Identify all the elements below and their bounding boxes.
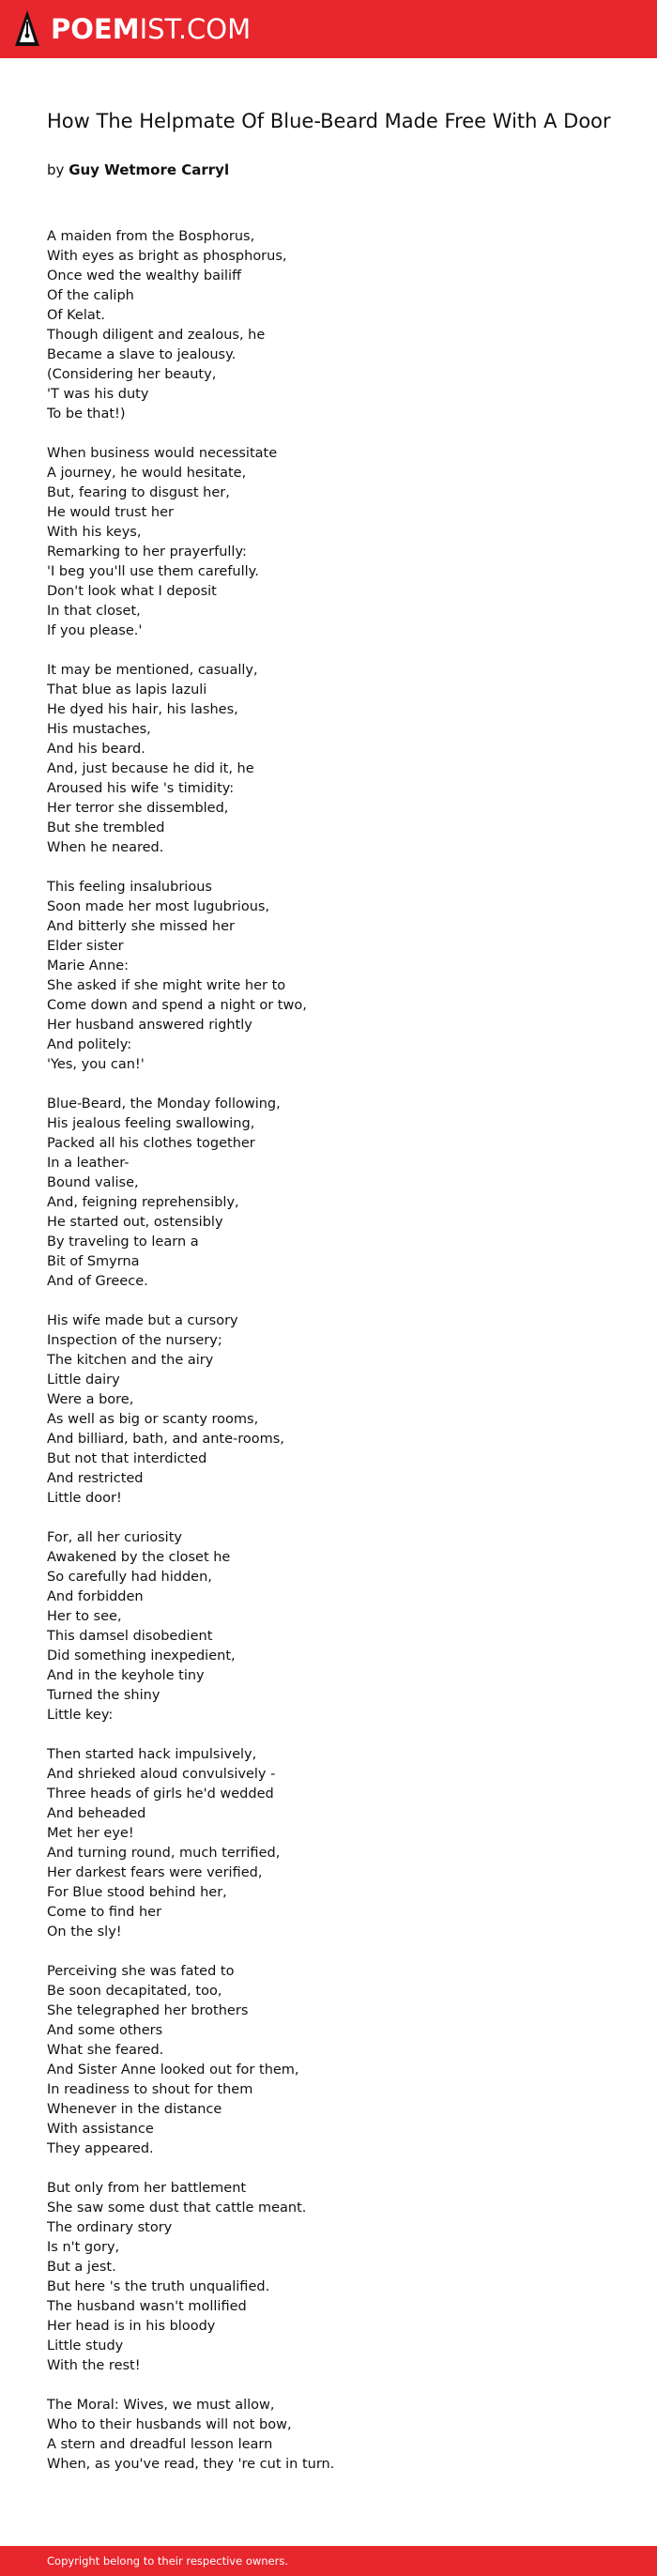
poem-line: His wife made but a cursory <box>47 1313 238 1328</box>
site-header <box>0 0 657 58</box>
poem-line: Her head is in his bloody <box>47 2319 216 2334</box>
poem-line: This damsel disobedient <box>47 1629 213 1644</box>
poem-line: For Blue stood behind her, <box>47 1885 227 1900</box>
poem-line: Of the caliph <box>47 288 134 303</box>
brand-name-light: IST.COM <box>139 13 252 45</box>
poem-line: Marie Anne: <box>47 958 130 974</box>
poem-line: Her darkest fears were verified, <box>47 1865 263 1880</box>
poem-line: By traveling to learn a <box>47 1234 199 1250</box>
poem-line: 'I beg you'll use them carefully. <box>47 564 259 579</box>
poem-line: And, just because he did it, he <box>47 761 254 776</box>
poem-line: She saw some dust that cattle meant. <box>47 2200 307 2216</box>
poem-body <box>47 227 610 2494</box>
site-footer <box>0 2546 657 2576</box>
site-logo[interactable] <box>13 8 251 50</box>
poem-line: In readiness to shout for them <box>47 2082 253 2097</box>
byline <box>47 161 229 179</box>
poem-line: Don't look what I deposit <box>47 584 217 599</box>
poem-line: And turning round, much terrified, <box>47 1846 281 1861</box>
stanza <box>47 1745 610 1942</box>
poem-line: In a leather- <box>47 1156 130 1171</box>
stanza <box>47 1962 610 2159</box>
poem-line: His jealous feeling swallowing, <box>47 1116 255 1131</box>
poem-line: He started out, ostensibly <box>47 1215 223 1230</box>
poem-line: Come to find her <box>47 1905 162 1920</box>
poem-line: And politely: <box>47 1037 132 1052</box>
poem-line: For, all her curiosity <box>47 1530 182 1545</box>
poem-line: Little dairy <box>47 1372 120 1388</box>
poem-line: The ordinary story <box>47 2220 173 2235</box>
poem-line: When business would necessitate <box>47 446 278 461</box>
poem-line: And Sister Anne looked out for them, <box>47 2062 299 2078</box>
poem-line: And in the keyhole tiny <box>47 1668 205 1683</box>
poem-line: Come down and spend a night or two, <box>47 998 307 1013</box>
poem-line: On the sly! <box>47 1924 122 1940</box>
poem-line: Perceiving she was fated to <box>47 1964 235 1979</box>
brand-name <box>51 13 251 45</box>
poem-line: That blue as lapis lazuli <box>47 682 207 698</box>
poem-line: Blue-Beard, the Monday following, <box>47 1096 281 1112</box>
poem-line: So carefully had hidden, <box>47 1570 212 1585</box>
poem-line: Is n't gory, <box>47 2240 120 2255</box>
stanza <box>47 1528 610 1725</box>
poem-line: And restricted <box>47 1471 144 1486</box>
poem-line: With his keys, <box>47 525 142 540</box>
poem-line: Remarking to her prayerfully: <box>47 544 247 560</box>
poem-line: But not that interdicted <box>47 1451 207 1466</box>
poem-line: Who to their husbands will not bow, <box>47 2417 292 2432</box>
poem-line: And, feigning reprehensibly, <box>47 1195 239 1210</box>
poem-line: She asked if she might write her to <box>47 978 286 993</box>
poem-line: But only from her battlement <box>47 2181 247 2196</box>
stanza <box>47 2396 610 2475</box>
poem-line: Of Kelat. <box>47 308 106 323</box>
poem-line: Though diligent and zealous, he <box>47 328 266 343</box>
poem-line: Her husband answered rightly <box>47 1018 252 1033</box>
poem-line: The kitchen and the airy <box>47 1353 214 1368</box>
poem-line: Once wed the wealthy bailiff <box>47 268 242 284</box>
byline-prefix: by <box>47 161 65 178</box>
poem-line: Be soon decapitated, too, <box>47 1984 222 1999</box>
poem-line: (Considering her beauty, <box>47 367 217 382</box>
poem-line: Aroused his wife 's timidity: <box>47 781 235 796</box>
poem-line: A stern and dreadful lesson learn <box>47 2437 273 2452</box>
poem-line: 'T was his duty <box>47 387 149 402</box>
poem-line: She telegraphed her brothers <box>47 2003 249 2018</box>
stanza <box>47 878 610 1075</box>
poem-line: Did something inexpedient, <box>47 1648 236 1664</box>
poem-line: Bound valise, <box>47 1175 139 1190</box>
poem-line: With eyes as bright as phosphorus, <box>47 249 287 264</box>
pen-nib-icon <box>13 8 41 50</box>
poem-line: He dyed his hair, his lashes, <box>47 702 238 717</box>
poem-line: And billiard, bath, and ante-rooms, <box>47 1432 284 1447</box>
poem-line: And shrieked aloud convulsively - <box>47 1767 276 1782</box>
poem-line: What she feared. <box>47 2043 164 2058</box>
poem-line: Became a slave to jealousy. <box>47 347 237 362</box>
poem-line: He would trust her <box>47 505 174 520</box>
poem-line: And bitterly she missed her <box>47 919 235 934</box>
poem-line: But she trembled <box>47 820 165 836</box>
poem-line: But here 's the truth unqualified. <box>47 2279 270 2294</box>
poem-line: A maiden from the Bosphorus, <box>47 229 255 244</box>
stanza <box>47 661 610 858</box>
poem-line: Were a bore, <box>47 1392 134 1407</box>
poem-line: With the rest! <box>47 2358 141 2373</box>
poem-line: To be that!) <box>47 406 126 422</box>
stanza <box>47 444 610 641</box>
poem-line: In that closet, <box>47 604 141 619</box>
poem-line: Her to see, <box>47 1609 122 1624</box>
poem-line: With assistance <box>47 2122 154 2137</box>
poem-line: The husband wasn't mollified <box>47 2299 247 2314</box>
poem-line: Her terror she dissembled, <box>47 801 229 816</box>
poem-line: Soon made her most lugubrious, <box>47 899 270 914</box>
stanza <box>47 1311 610 1509</box>
poem-line: Bit of Smyrna <box>47 1254 140 1269</box>
poem-line: The Moral: Wives, we must allow, <box>47 2398 275 2413</box>
poem-line: Packed all his clothes together <box>47 1136 255 1151</box>
poem-line: His mustaches, <box>47 722 151 737</box>
stanza <box>47 227 610 424</box>
poem-line: 'Yes, you can!' <box>47 1057 145 1072</box>
poem-line: And his beard. <box>47 742 145 757</box>
poem-line: When, as you've read, they 're cut in turn. <box>47 2457 335 2472</box>
poem-line: If you please.' <box>47 623 143 638</box>
poem-line: When he neared. <box>47 840 164 855</box>
poem-line: They appeared. <box>47 2141 154 2156</box>
poem-line: Little door! <box>47 1491 122 1506</box>
stanza <box>47 1095 610 1292</box>
poem-line: It may be mentioned, casually, <box>47 663 258 678</box>
author-name[interactable]: Guy Wetmore Carryl <box>69 161 230 178</box>
poem-line: Inspection of the nursery; <box>47 1333 222 1348</box>
poem-line: But a jest. <box>47 2260 116 2275</box>
poem-line: This feeling insalubrious <box>47 880 212 895</box>
poem-line: Little key: <box>47 1708 114 1723</box>
poem-title: How The Helpmate Of Blue-Beard Made Free With A Door <box>47 110 611 132</box>
poem-line: Little study <box>47 2338 124 2354</box>
poem-line: But, fearing to disgust her, <box>47 485 230 500</box>
poem-line: And forbidden <box>47 1589 144 1604</box>
poem-line: Elder sister <box>47 939 124 954</box>
stanza <box>47 2179 610 2376</box>
poem-line: Then started hack impulsively, <box>47 1747 257 1762</box>
copyright-notice: Copyright belong to their respective owners. <box>47 2554 289 2568</box>
brand-name-bold: POEM <box>51 13 140 45</box>
poem-line: A journey, he would hesitate, <box>47 466 247 481</box>
poem-line: Turned the shiny <box>47 1688 160 1703</box>
poem-line: As well as big or scanty rooms, <box>47 1412 259 1427</box>
poem-line: Awakened by the closet he <box>47 1550 231 1565</box>
poem-line: Met her eye! <box>47 1826 134 1841</box>
poem-line: Three heads of girls he'd wedded <box>47 1786 274 1802</box>
poem-line: And of Greece. <box>47 1274 148 1289</box>
poem-line: And some others <box>47 2023 163 2038</box>
poem-line: Whenever in the distance <box>47 2102 222 2117</box>
poem-line: And beheaded <box>47 1806 146 1821</box>
